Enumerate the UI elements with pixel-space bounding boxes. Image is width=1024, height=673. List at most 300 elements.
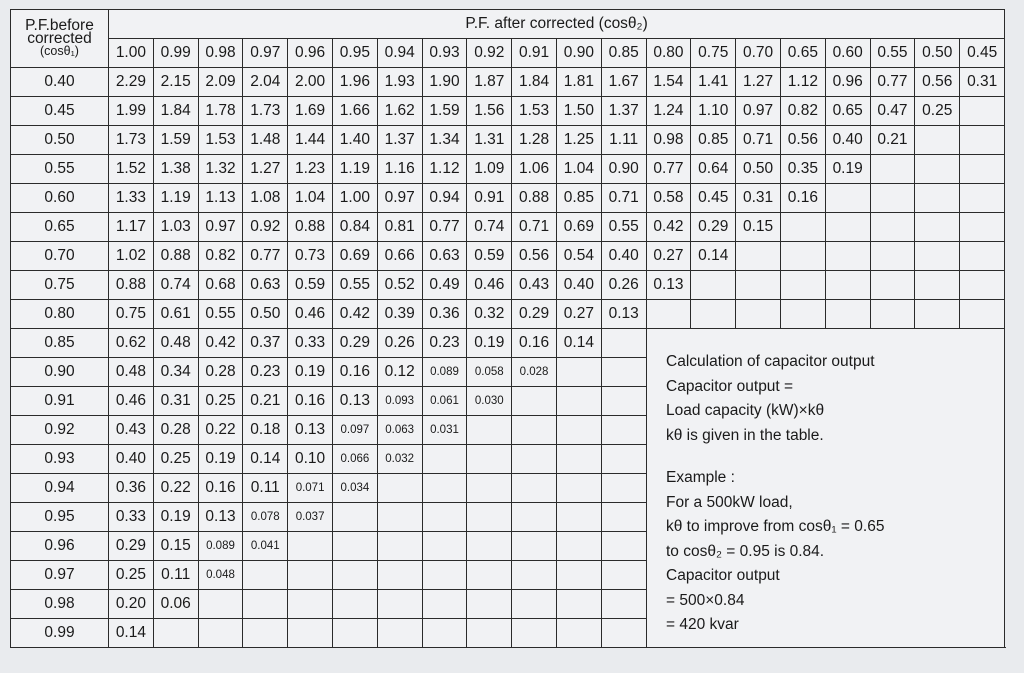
k-value-cell: 0.52	[377, 271, 422, 300]
k-value-cell: 0.47	[870, 97, 915, 126]
k-value-cell: 0.23	[422, 329, 467, 358]
k-value-cell: 0.27	[646, 242, 691, 271]
k-value-cell: 0.16	[198, 474, 243, 503]
k-value-cell	[780, 213, 825, 242]
note-gap	[666, 448, 1001, 466]
k-value-cell: 1.67	[601, 68, 646, 97]
k-value-cell: 0.37	[243, 329, 288, 358]
k-value-cell: 1.48	[243, 126, 288, 155]
k-value-cell: 1.53	[198, 126, 243, 155]
k-value-cell: 0.36	[422, 300, 467, 329]
k-value-cell: 0.97	[198, 213, 243, 242]
k-value-cell: 1.56	[467, 97, 512, 126]
after-value-header: 0.75	[691, 39, 736, 68]
k-value-cell: 0.10	[288, 445, 333, 474]
before-value-cell: 0.93	[11, 445, 109, 474]
k-value-cell: 2.09	[198, 68, 243, 97]
after-value-header: 0.70	[736, 39, 781, 68]
before-value-cell: 0.98	[11, 590, 109, 619]
before-value-cell: 0.96	[11, 532, 109, 561]
k-value-cell: 0.46	[109, 387, 154, 416]
k-value-cell	[243, 619, 288, 648]
k-value-cell: 1.44	[288, 126, 333, 155]
k-value-cell: 0.45	[691, 184, 736, 213]
after-value-header: 0.91	[512, 39, 557, 68]
note-line: Example :	[666, 469, 735, 486]
k-value-cell: 2.29	[109, 68, 154, 97]
k-value-cell	[870, 213, 915, 242]
k-value-cell: 0.50	[243, 300, 288, 329]
k-value-cell: 1.27	[736, 68, 781, 97]
k-value-cell: 1.02	[109, 242, 154, 271]
table-row	[11, 242, 1005, 271]
note-line: = 500×0.84	[666, 591, 745, 609]
k-value-cell: 0.55	[332, 271, 377, 300]
before-value-cell: 0.95	[11, 503, 109, 532]
k-value-cell	[691, 300, 736, 329]
k-value-cell	[960, 184, 1005, 213]
k-value-cell	[601, 503, 646, 532]
k-value-cell	[870, 300, 915, 329]
k-value-cell: 0.88	[109, 271, 154, 300]
before-value-cell: 0.90	[11, 358, 109, 387]
k-value-cell: 0.06	[153, 590, 198, 619]
k-value-cell	[915, 242, 960, 271]
k-value-cell	[960, 242, 1005, 271]
after-value-header: 0.50	[915, 39, 960, 68]
k-value-cell	[960, 126, 1005, 155]
k-value-cell: 0.031	[422, 416, 467, 445]
k-value-cell	[467, 445, 512, 474]
k-value-cell	[288, 619, 333, 648]
k-value-cell: 0.85	[691, 126, 736, 155]
before-value-cell: 0.80	[11, 300, 109, 329]
header-row-title	[11, 10, 1005, 39]
k-value-cell: 0.071	[288, 474, 333, 503]
k-value-cell: 0.98	[646, 126, 691, 155]
k-value-cell	[601, 590, 646, 619]
k-value-cell: 0.48	[153, 329, 198, 358]
k-value-cell	[556, 532, 601, 561]
k-value-cell: 0.40	[601, 242, 646, 271]
k-value-cell: 0.62	[109, 329, 154, 358]
k-value-cell: 0.82	[198, 242, 243, 271]
k-value-cell: 1.08	[243, 184, 288, 213]
k-value-cell: 1.34	[422, 126, 467, 155]
k-value-cell: 0.16	[512, 329, 557, 358]
k-value-cell: 0.71	[736, 126, 781, 155]
k-value-cell: 0.96	[825, 68, 870, 97]
k-value-cell: 1.84	[512, 68, 557, 97]
k-value-cell: 0.88	[288, 213, 333, 242]
k-value-cell: 0.77	[646, 155, 691, 184]
k-value-cell	[377, 503, 422, 532]
k-value-cell	[825, 213, 870, 242]
after-value-header: 0.97	[243, 39, 288, 68]
k-value-cell: 0.23	[243, 358, 288, 387]
k-value-cell: 1.73	[243, 97, 288, 126]
after-value-header: 0.96	[288, 39, 333, 68]
k-value-cell: 0.21	[870, 126, 915, 155]
k-value-cell: 0.066	[332, 445, 377, 474]
k-value-cell: 0.25	[153, 445, 198, 474]
k-value-cell: 0.74	[467, 213, 512, 242]
k-value-cell: 0.90	[601, 155, 646, 184]
k-value-cell: 1.81	[556, 68, 601, 97]
k-value-cell: 0.56	[780, 126, 825, 155]
k-value-cell: 0.037	[288, 503, 333, 532]
k-value-cell	[736, 242, 781, 271]
k-value-cell	[601, 532, 646, 561]
k-value-cell: 0.48	[109, 358, 154, 387]
k-value-cell	[601, 387, 646, 416]
k-value-cell: 0.68	[198, 271, 243, 300]
k-value-cell: 0.69	[332, 242, 377, 271]
table-row	[11, 184, 1005, 213]
k-value-cell: 0.19	[825, 155, 870, 184]
k-value-cell: 0.26	[601, 271, 646, 300]
before-header-line2: corrected	[27, 30, 92, 47]
k-value-cell: 1.04	[288, 184, 333, 213]
k-value-cell	[198, 619, 243, 648]
k-value-cell	[422, 503, 467, 532]
k-value-cell: 0.33	[109, 503, 154, 532]
before-header-line3: (cosθ₁)	[40, 44, 79, 58]
k-value-cell: 0.33	[288, 329, 333, 358]
k-value-cell: 0.15	[736, 213, 781, 242]
k-value-cell	[646, 300, 691, 329]
k-value-cell: 0.97	[736, 97, 781, 126]
k-value-cell: 0.034	[332, 474, 377, 503]
k-value-cell: 1.96	[332, 68, 377, 97]
before-value-cell: 0.45	[11, 97, 109, 126]
k-value-cell	[422, 619, 467, 648]
table-row	[11, 213, 1005, 242]
k-value-cell: 0.14	[109, 619, 154, 648]
k-value-cell: 0.12	[377, 358, 422, 387]
k-value-cell: 1.11	[601, 126, 646, 155]
k-value-cell: 0.13	[646, 271, 691, 300]
k-value-cell	[288, 532, 333, 561]
k-value-cell	[288, 590, 333, 619]
k-value-cell: 1.24	[646, 97, 691, 126]
k-value-cell: 0.75	[109, 300, 154, 329]
k-value-cell	[960, 155, 1005, 184]
k-value-cell: 0.041	[243, 532, 288, 561]
k-value-cell: 0.13	[288, 416, 333, 445]
k-value-cell	[377, 561, 422, 590]
k-value-cell: 1.69	[288, 97, 333, 126]
k-value-cell: 0.29	[109, 532, 154, 561]
k-value-cell	[556, 474, 601, 503]
k-value-cell: 1.62	[377, 97, 422, 126]
k-value-cell: 0.43	[512, 271, 557, 300]
k-value-cell	[377, 590, 422, 619]
k-value-cell	[556, 561, 601, 590]
after-value-header: 0.98	[198, 39, 243, 68]
k-value-cell	[915, 155, 960, 184]
k-value-cell: 0.74	[153, 271, 198, 300]
k-value-cell	[601, 416, 646, 445]
k-value-cell: 0.32	[467, 300, 512, 329]
after-value-header: 0.94	[377, 39, 422, 68]
k-value-cell	[870, 271, 915, 300]
k-value-cell: 0.34	[153, 358, 198, 387]
after-value-header: 0.93	[422, 39, 467, 68]
k-value-cell	[601, 561, 646, 590]
k-value-cell	[288, 561, 333, 590]
table-row	[11, 68, 1005, 97]
k-value-cell: 0.14	[691, 242, 736, 271]
k-value-cell	[870, 155, 915, 184]
k-value-cell: 0.15	[153, 532, 198, 561]
k-value-cell: 0.43	[109, 416, 154, 445]
k-value-cell	[825, 271, 870, 300]
after-value-header: 0.90	[556, 39, 601, 68]
before-value-cell: 0.85	[11, 329, 109, 358]
k-value-cell: 0.28	[198, 358, 243, 387]
k-value-cell	[243, 590, 288, 619]
k-value-cell	[332, 561, 377, 590]
after-value-header: 0.45	[960, 39, 1005, 68]
k-value-cell: 0.42	[332, 300, 377, 329]
k-value-cell: 0.77	[870, 68, 915, 97]
k-value-cell	[601, 445, 646, 474]
k-value-cell: 0.21	[243, 387, 288, 416]
k-value-cell: 1.13	[198, 184, 243, 213]
k-value-cell: 0.82	[780, 97, 825, 126]
k-value-cell: 1.41	[691, 68, 736, 97]
k-value-cell: 1.23	[288, 155, 333, 184]
k-value-cell: 0.55	[601, 213, 646, 242]
k-value-cell: 0.97	[377, 184, 422, 213]
k-value-cell: 0.089	[198, 532, 243, 561]
k-value-cell: 2.15	[153, 68, 198, 97]
k-value-cell: 1.59	[422, 97, 467, 126]
k-value-cell	[780, 300, 825, 329]
k-value-cell: 1.10	[691, 97, 736, 126]
k-value-cell: 0.69	[556, 213, 601, 242]
before-header-line1: P.F.before	[25, 17, 94, 34]
k-value-cell	[467, 416, 512, 445]
before-value-cell: 0.91	[11, 387, 109, 416]
k-value-cell	[512, 532, 557, 561]
k-value-cell: 0.25	[109, 561, 154, 590]
k-value-cell: 0.078	[243, 503, 288, 532]
k-value-cell: 0.14	[556, 329, 601, 358]
note-line: = 420 kvar	[666, 616, 739, 633]
before-value-cell: 0.50	[11, 126, 109, 155]
note-line: to cosθ₂ = 0.95 is 0.84.	[666, 542, 825, 560]
k-value-cell	[467, 532, 512, 561]
after-value-header: 0.99	[153, 39, 198, 68]
k-value-cell: 1.06	[512, 155, 557, 184]
k-value-cell: 0.048	[198, 561, 243, 590]
k-value-cell	[332, 532, 377, 561]
k-value-cell: 0.13	[601, 300, 646, 329]
k-value-cell: 0.63	[243, 271, 288, 300]
k-value-cell	[467, 590, 512, 619]
table-row	[11, 271, 1005, 300]
k-value-cell: 1.31	[467, 126, 512, 155]
k-value-cell: 0.77	[243, 242, 288, 271]
k-value-cell: 0.093	[377, 387, 422, 416]
k-value-cell: 1.78	[198, 97, 243, 126]
header-row-after-values	[11, 39, 1005, 68]
k-value-cell: 1.04	[556, 155, 601, 184]
k-value-cell: 0.097	[332, 416, 377, 445]
before-value-cell: 0.94	[11, 474, 109, 503]
k-value-cell: 1.37	[601, 97, 646, 126]
k-value-cell: 0.91	[467, 184, 512, 213]
k-value-cell	[512, 387, 557, 416]
k-value-cell: 0.25	[198, 387, 243, 416]
k-value-cell: 0.42	[198, 329, 243, 358]
note-line: kθ to improve from cosθ₁ = 0.65	[666, 518, 885, 535]
k-value-cell: 0.29	[512, 300, 557, 329]
k-value-cell: 1.19	[332, 155, 377, 184]
k-value-cell	[870, 184, 915, 213]
k-value-cell: 0.50	[736, 155, 781, 184]
k-value-cell: 0.40	[109, 445, 154, 474]
k-value-cell: 1.54	[646, 68, 691, 97]
k-value-cell	[825, 242, 870, 271]
k-value-cell: 1.25	[556, 126, 601, 155]
k-value-cell	[512, 474, 557, 503]
before-value-cell: 0.97	[11, 561, 109, 590]
before-value-cell: 0.70	[11, 242, 109, 271]
k-value-cell	[512, 445, 557, 474]
k-value-cell	[512, 416, 557, 445]
k-value-cell: 0.19	[467, 329, 512, 358]
k-value-cell	[960, 213, 1005, 242]
k-value-cell: 1.99	[109, 97, 154, 126]
k-value-cell: 0.64	[691, 155, 736, 184]
k-value-cell: 0.55	[198, 300, 243, 329]
k-value-cell: 0.16	[780, 184, 825, 213]
k-value-cell	[960, 97, 1005, 126]
k-value-cell: 1.16	[377, 155, 422, 184]
k-value-cell: 0.16	[332, 358, 377, 387]
k-value-cell: 1.03	[153, 213, 198, 242]
k-value-cell: 1.59	[153, 126, 198, 155]
k-value-cell: 0.29	[332, 329, 377, 358]
k-value-cell: 0.71	[512, 213, 557, 242]
note-line: Calculation of capacitor output	[666, 353, 875, 370]
k-value-cell: 0.85	[556, 184, 601, 213]
k-value-cell: 0.29	[691, 213, 736, 242]
k-value-cell	[422, 590, 467, 619]
table-row	[11, 300, 1005, 329]
k-value-cell: 1.87	[467, 68, 512, 97]
after-value-header: 0.95	[332, 39, 377, 68]
k-value-cell: 0.71	[601, 184, 646, 213]
k-value-cell	[556, 590, 601, 619]
k-value-cell	[556, 503, 601, 532]
k-value-cell: 1.12	[422, 155, 467, 184]
k-value-cell: 0.19	[288, 358, 333, 387]
after-corrected-header: P.F. after corrected (cosθ₂)	[109, 10, 1005, 39]
k-value-cell	[915, 213, 960, 242]
k-value-cell: 0.22	[198, 416, 243, 445]
k-value-cell: 1.37	[377, 126, 422, 155]
k-value-cell	[780, 242, 825, 271]
k-value-cell	[512, 561, 557, 590]
k-value-cell: 0.11	[153, 561, 198, 590]
k-value-cell: 1.40	[332, 126, 377, 155]
k-value-cell: 0.88	[512, 184, 557, 213]
k-value-cell	[556, 358, 601, 387]
k-value-cell: 0.31	[960, 68, 1005, 97]
note-line: Capacitor output	[666, 567, 780, 584]
k-value-cell	[422, 445, 467, 474]
k-value-cell	[915, 271, 960, 300]
k-value-cell	[960, 271, 1005, 300]
after-value-header: 0.65	[780, 39, 825, 68]
k-value-cell: 1.32	[198, 155, 243, 184]
k-value-cell: 1.73	[109, 126, 154, 155]
k-value-cell: 0.63	[422, 242, 467, 271]
k-value-cell: 0.028	[512, 358, 557, 387]
k-value-cell	[422, 532, 467, 561]
k-value-cell	[780, 271, 825, 300]
k-value-cell	[960, 300, 1005, 329]
k-value-cell	[736, 271, 781, 300]
k-value-cell: 0.92	[243, 213, 288, 242]
k-value-cell: 0.46	[288, 300, 333, 329]
k-value-cell	[601, 329, 646, 358]
k-value-cell: 0.77	[422, 213, 467, 242]
k-value-cell: 1.09	[467, 155, 512, 184]
k-value-cell	[422, 561, 467, 590]
k-value-cell: 0.22	[153, 474, 198, 503]
k-value-cell: 0.13	[198, 503, 243, 532]
before-value-cell: 0.99	[11, 619, 109, 648]
k-value-cell	[153, 619, 198, 648]
k-value-cell: 0.56	[512, 242, 557, 271]
after-value-header: 0.92	[467, 39, 512, 68]
k-value-cell: 0.40	[825, 126, 870, 155]
k-value-cell: 1.84	[153, 97, 198, 126]
k-value-cell: 0.40	[556, 271, 601, 300]
note-line: kθ is given in the table.	[666, 426, 824, 444]
k-value-cell: 0.73	[288, 242, 333, 271]
k-value-cell: 0.42	[646, 213, 691, 242]
note-line: Load capacity (kW)×kθ	[666, 402, 825, 419]
k-value-cell	[332, 619, 377, 648]
k-value-cell	[377, 619, 422, 648]
table-row	[11, 126, 1005, 155]
k-value-cell: 1.52	[109, 155, 154, 184]
k-value-cell: 1.17	[109, 213, 154, 242]
before-corrected-header	[11, 10, 109, 68]
k-value-cell	[467, 503, 512, 532]
k-value-cell	[512, 503, 557, 532]
k-value-cell	[691, 271, 736, 300]
k-value-cell: 1.00	[332, 184, 377, 213]
before-value-cell: 0.55	[11, 155, 109, 184]
k-value-cell: 0.19	[198, 445, 243, 474]
note-line: For a 500kW load,	[666, 493, 793, 511]
k-value-cell: 1.12	[780, 68, 825, 97]
k-value-cell	[601, 619, 646, 648]
k-value-cell	[825, 184, 870, 213]
k-value-cell: 0.061	[422, 387, 467, 416]
k-value-cell	[556, 416, 601, 445]
k-value-cell	[556, 387, 601, 416]
k-value-cell: 1.28	[512, 126, 557, 155]
k-value-cell	[915, 126, 960, 155]
